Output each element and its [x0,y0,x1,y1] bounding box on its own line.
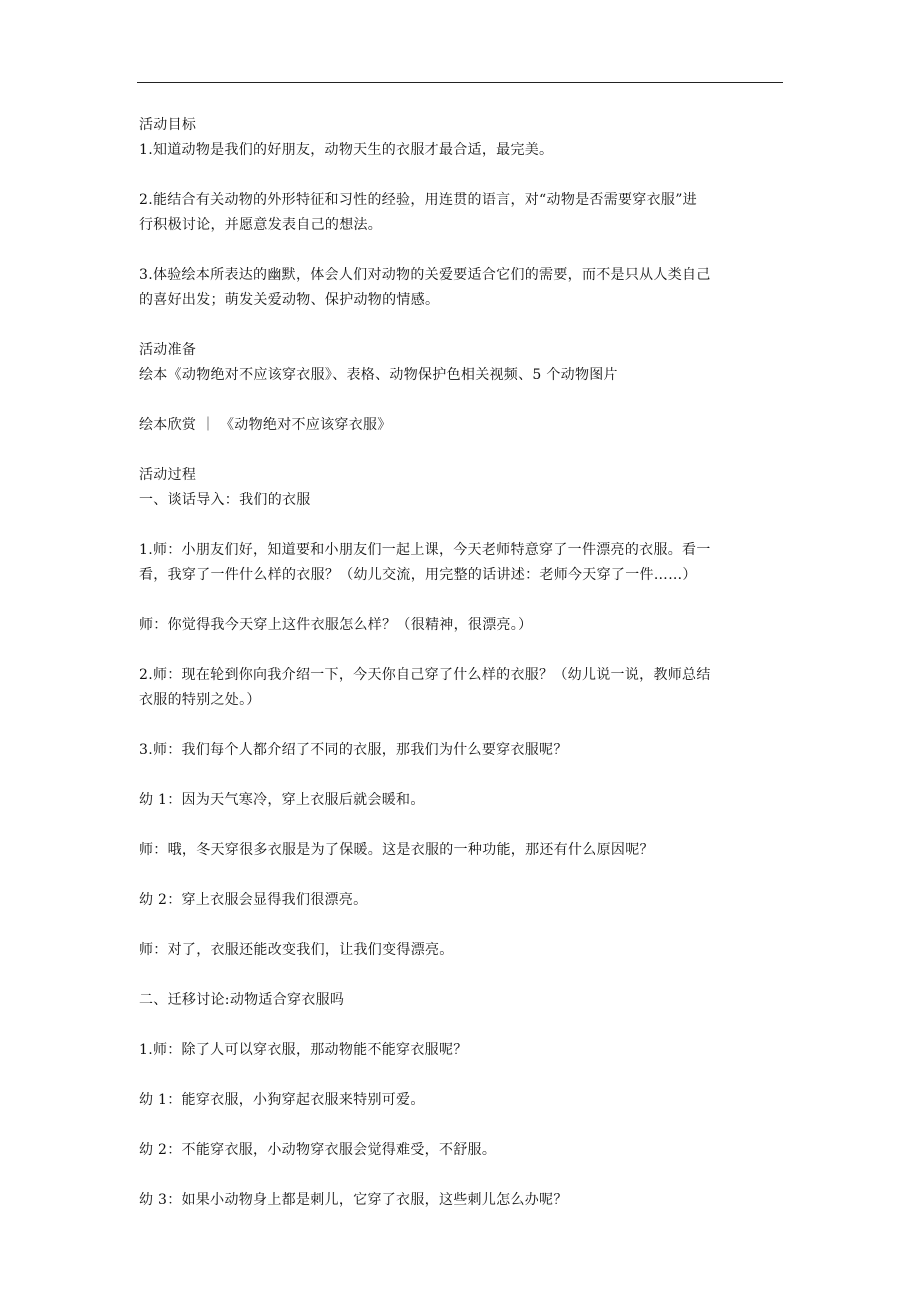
spacer [139,813,785,838]
spacer [139,313,785,338]
paragraph-5: 幼 1：因为天气寒冷，穿上衣服后就会暖和。 [139,792,425,808]
paragraph-9: 1.师：除了人可以穿衣服，那动物能不能穿衣服呢？ [139,1042,468,1058]
spacer [139,1163,785,1188]
spacer [139,713,785,738]
paragraph-1-line-1: 1.师：小朋友们好，知道要和小朋友们一起上课，今天老师特意穿了一件漂亮的衣服。看一 [139,542,711,558]
goal-3-line-2: 的喜好出发；萌发关爱动物、保护动物的情感。 [139,292,440,308]
paragraph-4: 3.师：我们每个人都介绍了不同的衣服，那我们为什么要穿衣服呢？ [139,742,568,758]
spacer [139,513,785,538]
prep-heading: 活动准备 [139,342,197,358]
spacer [139,238,785,263]
paragraph-8: 师：对了，衣服还能改变我们，让我们变得漂亮。 [139,942,454,958]
paragraph-6: 师：哦，冬天穿很多衣服是为了保暖。这是衣服的一种功能，那还有什么原因呢？ [139,842,654,858]
prep-text: 绘本《动物绝对不应该穿衣服》、表格、动物保护色相关视频、5 个动物图片 [139,367,618,383]
paragraph-12: 幼 3：如果小动物身上都是刺儿，它穿了衣服，这些刺儿怎么办呢？ [139,1192,568,1208]
paragraph-3-line-1: 2.师：现在轮到你向我介绍一下，今天你自己穿了什么样的衣服？（幼儿说一说，教师总结 [139,667,711,683]
spacer [139,588,785,613]
goal-2-line-2: 行积极讨论，并愿意发表自己的想法。 [139,217,383,233]
paragraph-2: 师：你觉得我今天穿上这件衣服怎么样？（很精神，很漂亮。） [139,617,533,633]
header-rule [137,82,783,83]
spacer [139,1013,785,1038]
part-2-heading: 二、迁移讨论:动物适合穿衣服吗 [139,992,345,1008]
paragraph-3-line-2: 衣服的特别之处。） [139,692,261,708]
goal-2-line-1: 2.能结合有关动物的外形特征和习性的经验，用连贯的语言，对“动物是否需要穿衣服”进 [139,192,697,208]
part-1-heading: 一、谈话导入：我们的衣服 [139,492,311,508]
spacer [139,438,785,463]
spacer [139,638,785,663]
spacer [139,963,785,988]
spacer [139,763,785,788]
book-line: 绘本欣赏 ｜ 《动物绝对不应该穿衣服》 [139,417,392,433]
paragraph-10: 幼 1：能穿衣服，小狗穿起衣服来特别可爱。 [139,1092,425,1108]
goal-3-line-1: 3.体验绘本所表达的幽默，体会人们对动物的关爱要适合它们的需要，而不是只从人类自己 [139,267,711,283]
goal-1: 1.知道动物是我们的好朋友，动物天生的衣服才最合适，最完美。 [139,142,554,158]
paragraph-7: 幼 2：穿上衣服会显得我们很漂亮。 [139,892,368,908]
spacer [139,913,785,938]
paragraph-1-line-2: 看，我穿了一件什么样的衣服？（幼儿交流，用完整的话讲述：老师今天穿了一件……） [139,567,697,583]
spacer [139,863,785,888]
spacer [139,1113,785,1138]
spacer [139,163,785,188]
spacer [139,388,785,413]
document-body [139,113,785,1213]
spacer [139,1063,785,1088]
process-heading: 活动过程 [139,467,197,483]
goals-heading: 活动目标 [139,117,197,133]
paragraph-11: 幼 2：不能穿衣服，小动物穿衣服会觉得难受，不舒服。 [139,1142,497,1158]
